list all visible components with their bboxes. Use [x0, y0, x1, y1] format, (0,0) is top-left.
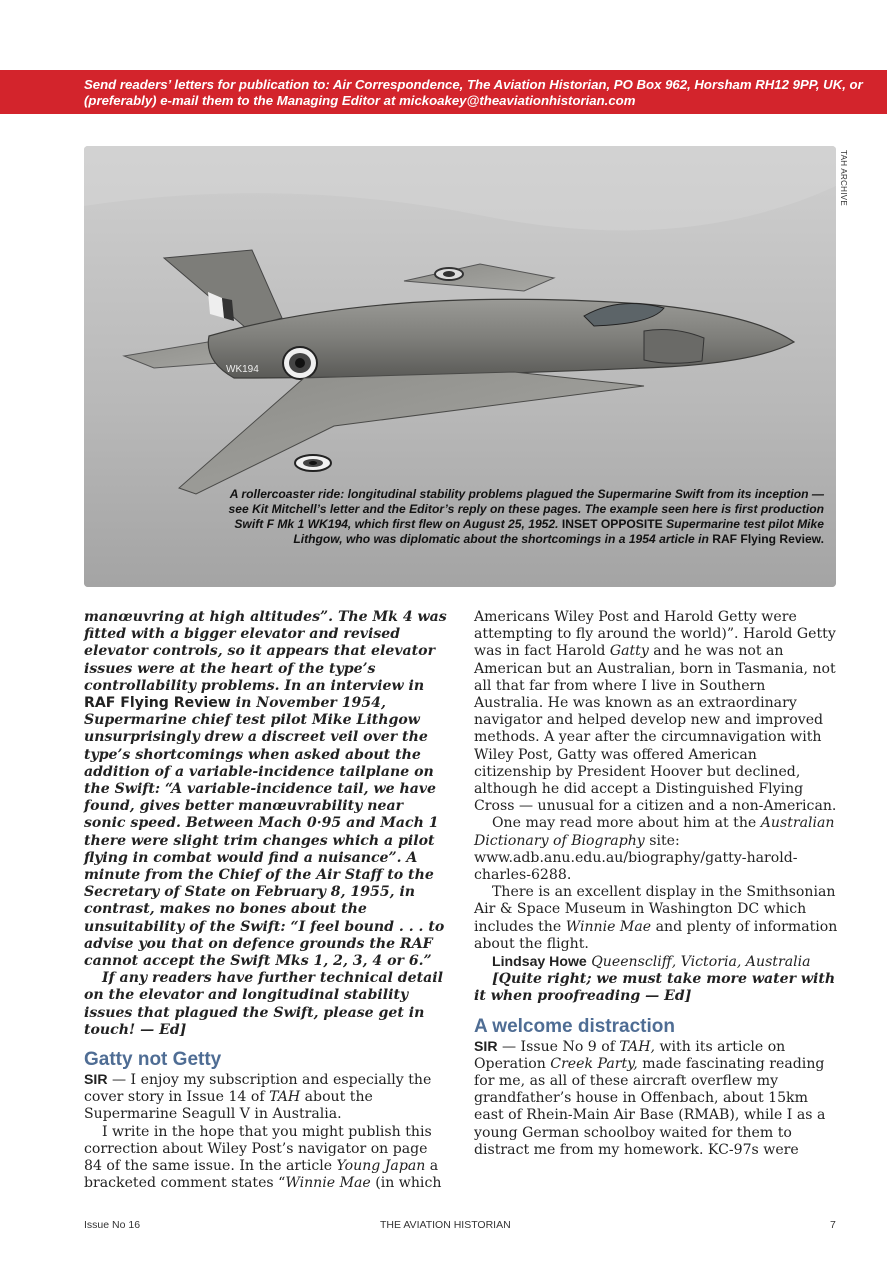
sir-label: SIR: [84, 1071, 108, 1088]
footer-magazine: THE AVIATION HISTORIAN: [380, 1219, 511, 1231]
caption-inset: Supermarine test pilot Mike Lithgow, who was diplomatic about the shortcomings in a 1954 article in: [293, 517, 824, 546]
letter-signature: [474, 953, 838, 971]
caption-magazine: RAF Flying Review.: [712, 532, 824, 546]
caption-inset-label: INSET OPPOSITE: [561, 517, 663, 531]
gatty-letter-correction: I write in the hope that you might publish this correction about Wiley Post’s navigator on page 84 of the same issue. In the article Young Japan a bracketed comment states “Winnie Mae (in which: [84, 1123, 442, 1192]
editor-reply: [Quite right; we must take more water with it when proofreading — Ed]: [474, 971, 836, 1005]
gatty-letter-reference: One may read more about him at the Australian Dictionary of Biography site: www.adb.anu.edu.au/biography/gatty-harold-charles-6288.: [474, 815, 835, 884]
sir-label: SIR: [474, 1037, 498, 1054]
editor-note-body: manœuvring at high altitudes”. The Mk 4 was fitted with a bigger elevator and revised elevator controls, so it appears that elevator issues were at the heart of the type’s controllability problems. In an interview in RAF Flying Review in November 1954, Supermarine chief test pilot Mike Lithgow unsurprisingly drew a discreet veil over the type’s shortcomings when asked about the addition of a variable-incidence tailplane on the Swift: “A variable-incidence tail, we have found, gives better manœuvrability near sonic speed. Between Mach 0·95 and Mach 1 there were slight trim changes which a pilot flying in combat would find a nuisance”. A minute from the Chief of the Air Staff to the Secretary of State on February 8, 1955, in contrast, makes no bones about the unsuitability of the Swift: “I feel bound . . . to advise you that on defence grounds the RAF cannot accept the Swift Mks 1, 2, 3, 4 or 6.”: [84, 609, 447, 970]
gatty-letter-continued: Americans Wiley Post and Harold Getty were attempting to fly around the world)”. Harold Getty was in fact Harold Gatty and he was not an American but an Australian, born in Tasmania, not all that far from where I live in Southern Australia. He was known as an extraordinary navigator and helped develop new and improved methods. A year after the circumnavigation with Wiley Post, Gatty was offered American citizenship by President Hoover but declined, although he did accept a Distinguished Flying Cross — unusual for a citizen and a non-American.: [474, 609, 837, 815]
editor-note-request: If any readers have further technical detail on the elevator and longitudinal stability issues that plagued the Swift, please get in touch! — Ed]: [84, 970, 443, 1038]
caption-main: A rollercoaster ride: longitudinal stability problems plagued the Supermarine Swift from its inception — see Kit Mitchell’s letter and the Editor’s reply on these pages. The example seen here is first production Swift F Mk 1 WK194, which first flew on August 25, 1952.: [228, 487, 824, 531]
distraction-letter-body: SIR — Issue No 9 of TAH, with its article on Operation Creek Party, made fascinating reading for me, as all of these aircraft overflew my grandfather’s house in Offenbach, about 15km east of Rhein-Main Air Base (RMAB), while I as a young German schoolboy waited for them to distract me from my homework. KC-97s were: [474, 1037, 826, 1158]
editor-note-magazine: RAF Flying Review: [84, 695, 231, 712]
letter-heading-gatty: Gatty not Getty: [84, 1049, 222, 1071]
gatty-letter-museum: There is an excellent display in the Smithsonian Air & Space Museum in Washington DC which includes the Winnie Mae and plenty of information about the flight.: [474, 884, 838, 952]
banner-text: Send readers’ letters for publication to: Air Correspondence, The Aviation Historian, PO Box 962, Horsham RH12 9PP, UK, or (preferably) e-mail them to the Managing Editor at mickoakey@theaviationhistorian.com: [84, 77, 863, 108]
right-column: [474, 609, 838, 1159]
left-column: [84, 609, 448, 1193]
signature-name: Lindsay Howe: [492, 953, 587, 970]
gatty-letter-intro: SIR — I enjoy my subscription and especially the cover story in Issue 14 of TAH about the Supermarine Seagull V in Australia.: [84, 1071, 432, 1123]
letter-heading-distraction: A welcome distraction: [474, 1015, 675, 1037]
letters-banner: [0, 70, 887, 114]
aircraft-serial: WK194: [226, 364, 259, 375]
aircraft-photo: [84, 146, 836, 587]
photo-credit-text: TAH ARCHIVE: [839, 150, 848, 207]
photo-credit: [836, 150, 850, 230]
signature-place: Queenscliff, Victoria, Australia: [586, 954, 811, 971]
footer-page-number: 7: [830, 1219, 836, 1231]
photo-caption: [224, 487, 824, 547]
footer-issue: Issue No 16: [84, 1219, 141, 1231]
